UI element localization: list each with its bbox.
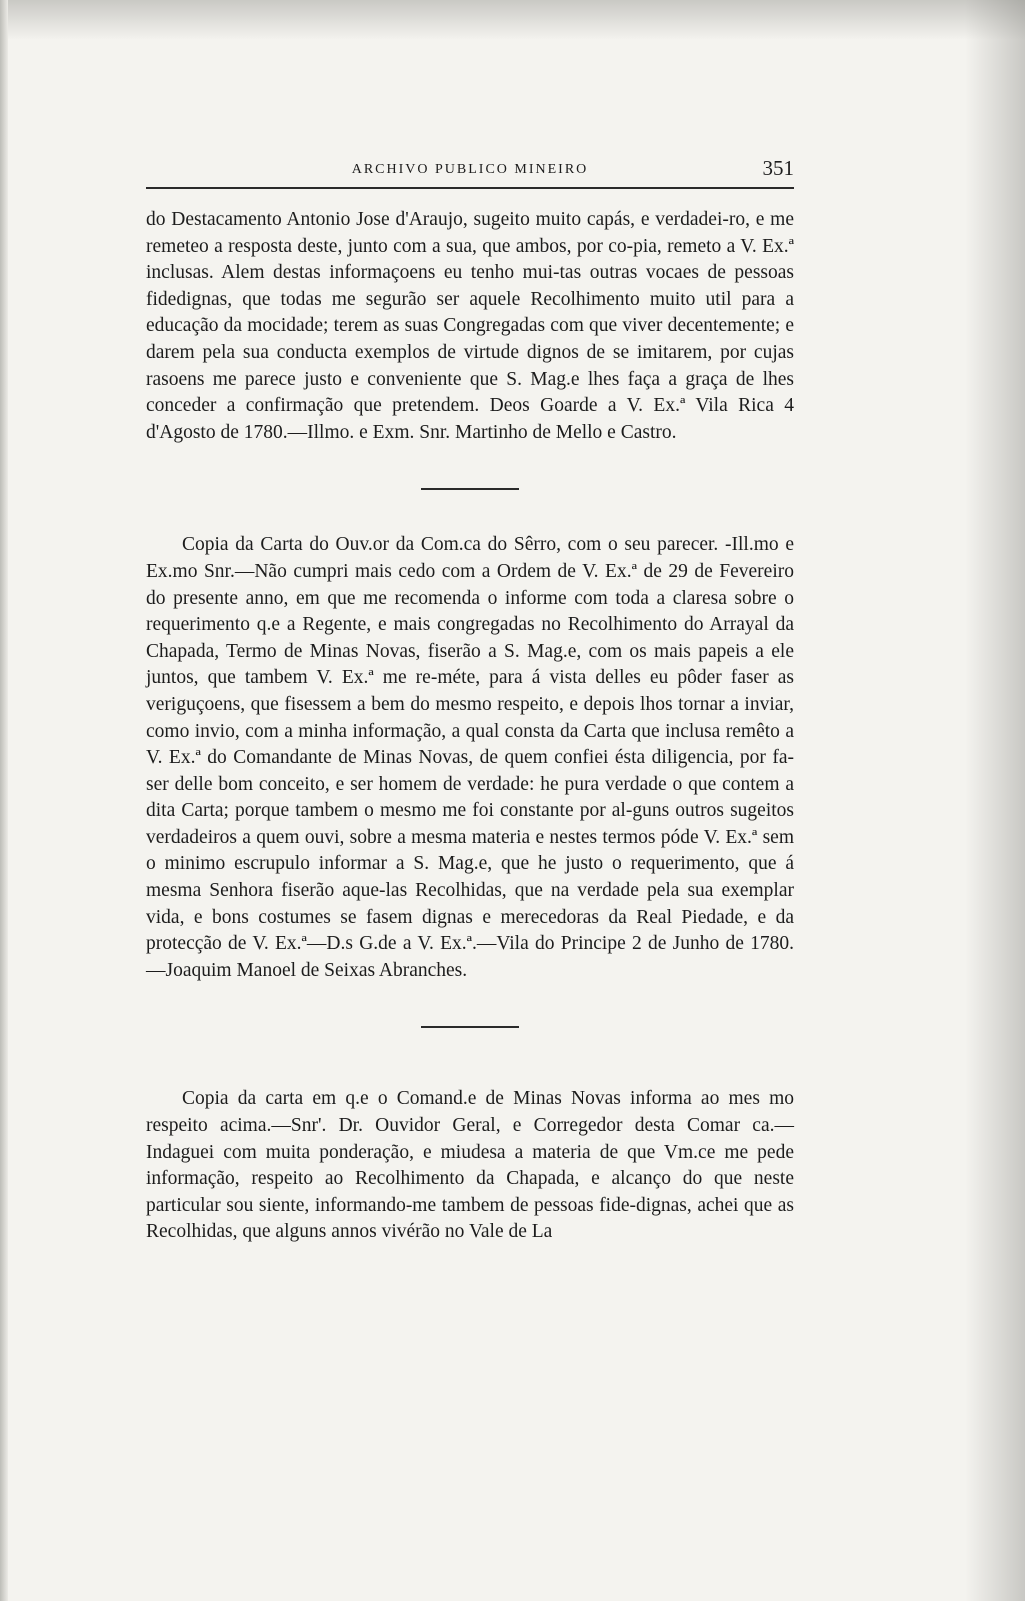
section-divider xyxy=(421,488,519,490)
header-title: ARCHIVO PUBLICO MINEIRO xyxy=(351,162,589,177)
paragraph-continuation: do Destacamento Antonio Jose d'Araujo, sugeito muito capás, e verdadei-ro, e me remeteo a resposta deste, junto com a sua, que ambos, por co-pia, remeto a V. Ex.ª inclusas. Alem destas informaçoens eu tenho mui-tas outras vocaes de pessoas fidedignas, que todas me segurão ser aquele Recolhimento muito util para a educação da mocidade; terem as suas Congregadas com que viver decentemente; e darem pela sua conducta exemplos de virtude dignos de se imitarem, por cujas rasoens me parece justo e conveniente que S. Mag.e lhes faça a graça de lhes conceder a confirmação que pretendem. Deos Goarde a V. Ex.ª Vila Rica 4 d'Agosto de 1780.—Illmo. e Exm. Snr. Martinho de Mello e Castro. xyxy=(146,209,794,443)
scan-shadow-right xyxy=(965,0,1025,1601)
scan-shadow-left xyxy=(0,0,8,1601)
header-rule xyxy=(146,187,794,189)
running-head xyxy=(146,150,794,180)
paragraph-ouvidor-letter: Copia da Carta do Ouv.or da Com.ca do Sêrro, com o seu parecer. -Ill.mo e Ex.mo Snr.—Não cumpri mais cedo com a Ordem de V. Ex.ª de 29 de Fevereiro do presente anno, em que me recomenda o informe com toda a claresa sobre o requerimento q.e a Regente, e mais congregadas no Recolhimento do Arrayal da Chapada, Termo de Minas Novas, fiserão a S. Mag.e, com os mais papeis a ele juntos, que tambem V. Ex.ª me re-méte, para á vista delles eu pôder faser as veriguçoens, que fisessem a bem do mesmo respeito, e depois lhos tornar a inviar, como invio, com a minha informação, a qual consta da Carta que inclusa remêto a V. Ex.ª do Comandante de Minas Novas, de quem confiei ésta diligencia, por fa-ser delle bom conceito, e ser homem de verdade: he pura verdade o que contem a dita Carta; porque tambem o mesmo me foi constante por al-guns outros sugeitos verdadeiros a quem ouvi, sobre a mesma materia e nestes termos póde V. Ex.ª sem o minimo escrupulo informar a S. Mag.e, que he justo o requerimento, que á mesma Senhora fiserão aque-las Recolhidas, que na verdade pela sua exemplar vida, e bons costumes se fasem dignas e merecedoras da Real Piedade, e da protecção de V. Ex.ª—D.s G.de a V. Ex.ª.—Vila do Principe 2 de Junho de 1780.—Joaquim Manoel de Seixas Abranches. xyxy=(146,534,794,981)
scan-shadow-top xyxy=(0,0,1025,40)
document-page xyxy=(146,150,794,1246)
section-divider xyxy=(421,1026,519,1028)
paragraph-comandante-letter: Copia da carta em q.e o Comand.e de Minas Novas informa ao mes mo respeito acima.—Snr'. Dr. Ouvidor Geral, e Corregedor desta Comar ca.—Indaguei com muita ponderação, e miudesa a materia de que Vm.ce me pede informação, respeito ao Recolhimento da Chapada, e alcanço do que neste particular sou siente, informando-me tambem de pessoas fide-dignas, achei que as Recolhidas, que alguns annos vivérão no Vale de La xyxy=(146,1088,794,1243)
page-number: 351 xyxy=(762,156,794,180)
